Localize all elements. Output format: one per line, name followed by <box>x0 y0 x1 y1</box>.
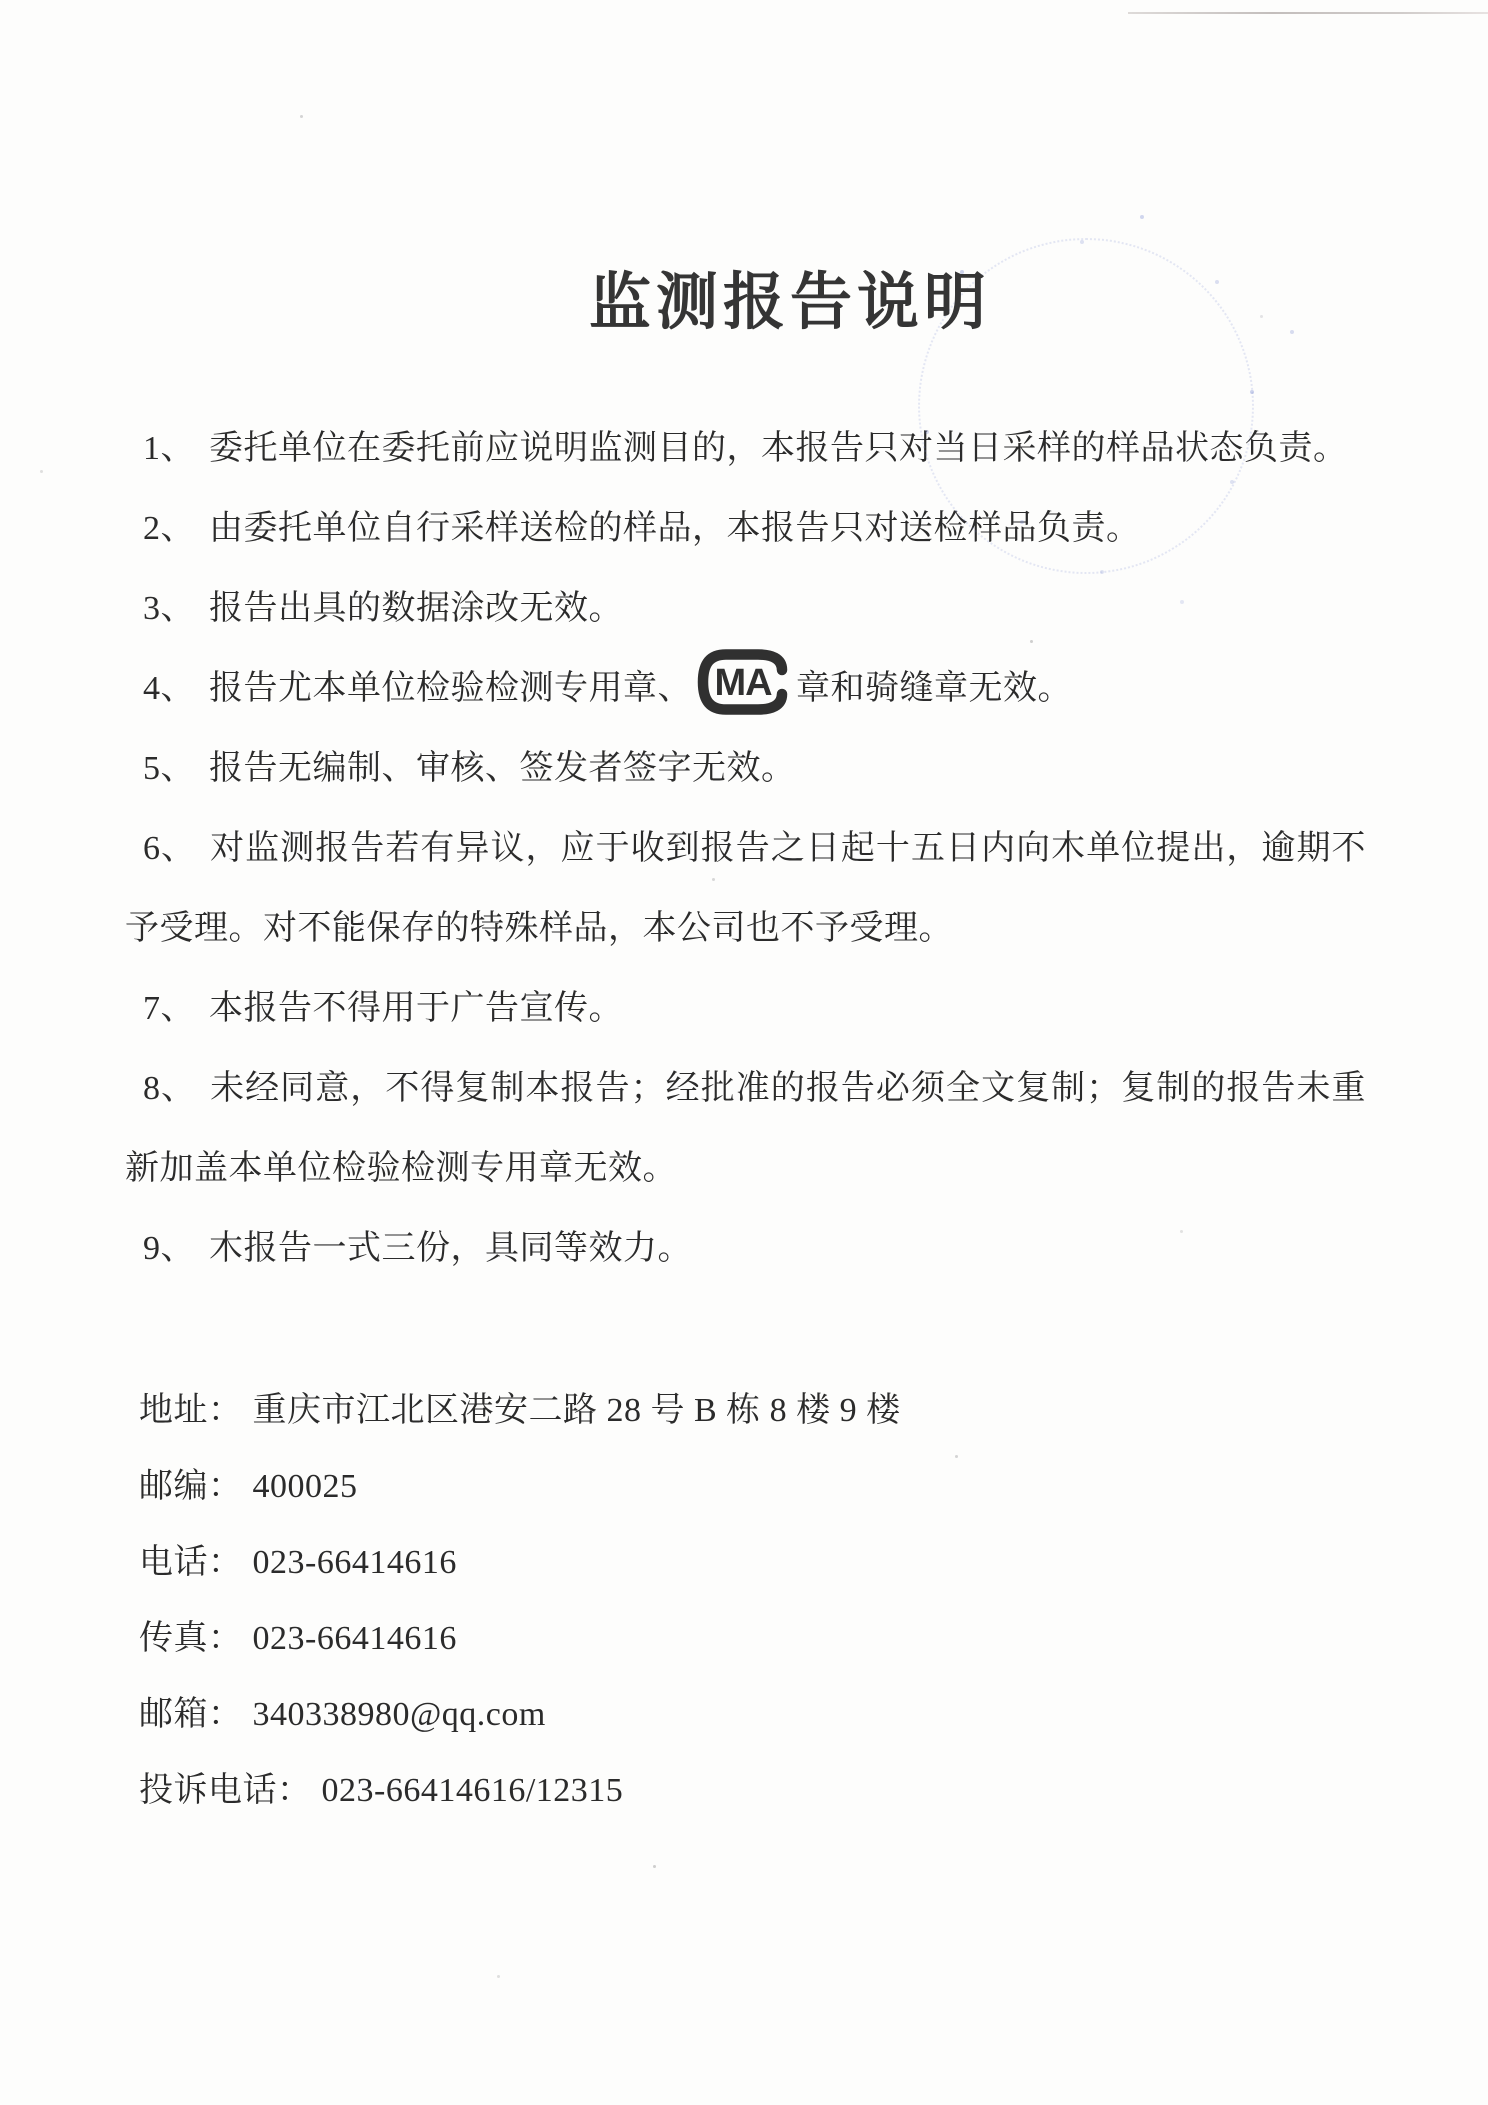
contact-label: 电话： <box>139 1544 243 1581</box>
item-text: 章和骑缝章无效。 <box>796 670 1072 707</box>
contact-label: 邮箱： <box>139 1696 243 1733</box>
item-text: 由委托单位自行采样送检的样品，本报告只对送检样品负责。 <box>209 510 1141 547</box>
contact-label: 投诉电话： <box>139 1772 312 1809</box>
contact-value: 023-66414616 <box>252 1620 457 1657</box>
contact-postcode <box>139 1449 1366 1525</box>
item-text: 委托单位在委托前应说明监测目的，本报告只对当日采样的样品状态负责。 <box>209 430 1348 467</box>
item-number: 7、 <box>143 990 195 1027</box>
contact-value: 023-66414616/12315 <box>321 1772 624 1809</box>
item-text: 本报告不得用于广告宣传。 <box>209 990 623 1027</box>
contact-value: 340338980@qq.com <box>252 1696 546 1733</box>
contact-email <box>139 1677 1366 1753</box>
item-number: 6、 <box>143 830 197 867</box>
instruction-item-4 <box>125 649 1366 729</box>
cma-mark-letters: MA <box>714 662 772 704</box>
page-title: 监测报告说明 <box>588 269 991 337</box>
contact-value: 023-66414616 <box>252 1544 457 1581</box>
contact-address <box>139 1373 1366 1449</box>
item-number: 4、 <box>143 670 195 707</box>
contact-value: 重庆市江北区港安二路 28 号 B 栋 8 楼 9 楼 <box>252 1392 901 1429</box>
cma-certification-mark-icon <box>696 649 792 715</box>
item-number: 5、 <box>143 750 195 787</box>
instruction-item-7 <box>125 969 1366 1049</box>
item-text: 报告出具的数据涂改无效。 <box>209 590 623 627</box>
instruction-item-6 <box>125 809 1366 969</box>
item-number: 8、 <box>143 1070 197 1107</box>
item-text: 未经同意，不得复制本报告；经批准的报告必须全文复制；复制的报告未重新加盖本单位检验检测专用章无效。 <box>125 1070 1367 1187</box>
instruction-item-5 <box>125 729 1366 809</box>
item-number: 2、 <box>143 510 195 547</box>
item-text: 木报告一式三份，具同等效力。 <box>209 1230 692 1267</box>
instruction-item-3 <box>125 569 1366 649</box>
contact-value: 400025 <box>252 1468 358 1505</box>
contact-label: 地址： <box>139 1392 243 1429</box>
contact-label: 邮编： <box>139 1468 243 1505</box>
contact-block <box>125 1373 1366 1829</box>
item-text: 报告尤本单位检验检测专用章、 <box>209 670 692 707</box>
contact-label: 传真： <box>139 1620 243 1657</box>
item-number: 3、 <box>143 590 195 627</box>
item-text: 报告无编制、审核、签发者签字无效。 <box>209 750 796 787</box>
item-text: 对监测报告若有异议，应于收到报告之日起十五日内向木单位提出，逾期不予受理。对不能保存的特殊样品，本公司也不予受理。 <box>125 830 1367 947</box>
item-number: 9、 <box>143 1230 195 1267</box>
contact-fax <box>139 1601 1366 1677</box>
contact-phone <box>139 1525 1366 1601</box>
item-number: 1、 <box>143 430 195 467</box>
instruction-item-9 <box>125 1209 1366 1289</box>
contact-complaint-phone <box>139 1753 1366 1829</box>
instruction-item-8 <box>125 1049 1366 1209</box>
